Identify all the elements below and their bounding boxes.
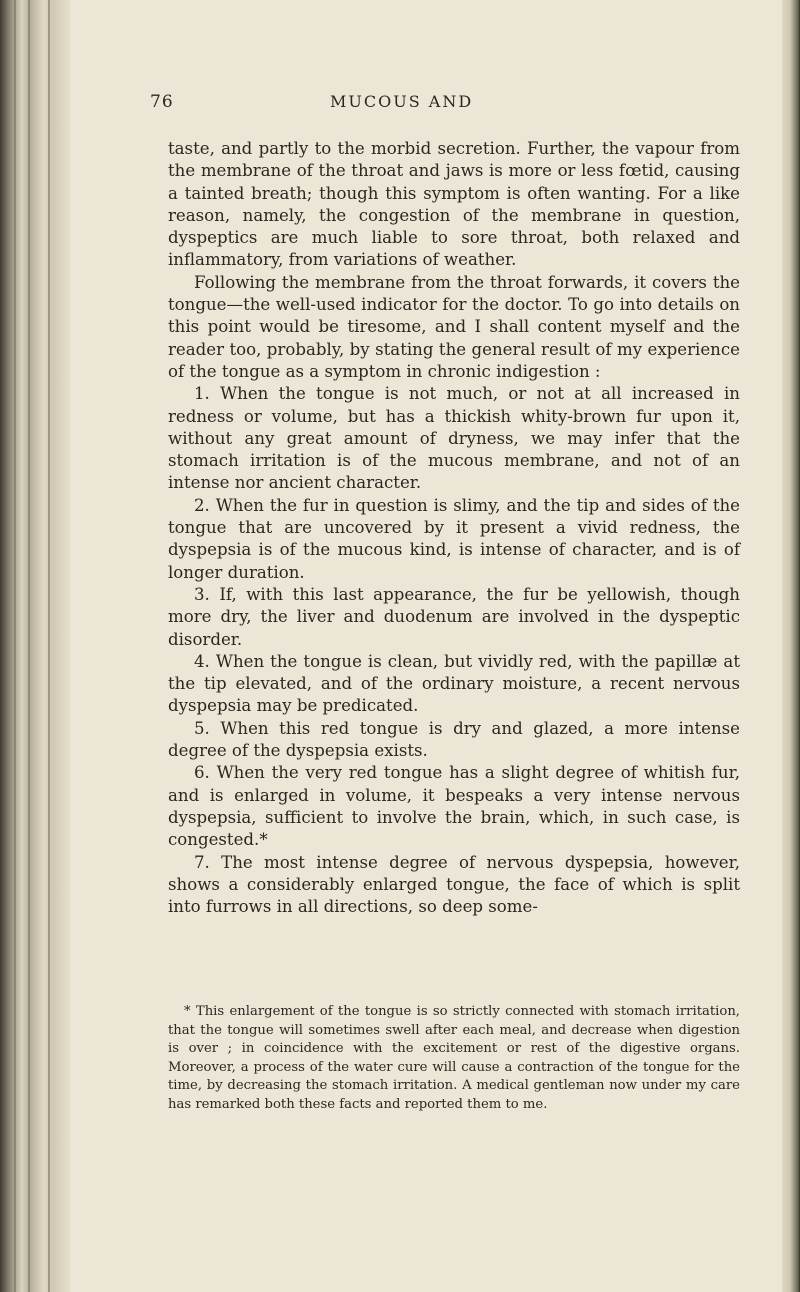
gutter-line	[48, 0, 50, 1292]
book-page	[70, 0, 782, 1292]
paragraph: taste, and partly to the morbid secretion. Further, the vapour from the membrane of the throat and jaws is more or less fœtid, causing a tainted breath; though this symptom is often wanting. For a like reason, namely, the congestion of the membrane in question, dyspeptics are much liable to sore throat, both relaxed and inflammatory, from variations of weather.	[168, 139, 740, 270]
page-header	[70, 92, 782, 122]
footnote	[168, 1003, 740, 1114]
gutter-line	[28, 0, 30, 1292]
paragraph: Following the membrane from the throat forwards, it covers the tongue—the well-used indicator for the doctor. To go into details on this point would be tiresome, and I shall content myself and the reader too, probably, by stating the general result of my experience of the tongue as a symptom in chronic indigestion :	[168, 272, 740, 381]
running-title: MUCOUS AND	[330, 92, 474, 111]
page-number: 76	[150, 92, 174, 112]
list-item: 6. When the very red tongue has a slight degree of whitish fur, and is enlarged in volume, it bespeaks a very intense nervous dyspepsia, sufficient to involve the brain, which, in such case, is congested.*	[168, 763, 740, 850]
list-item: 2. When the fur in question is slimy, and the tip and sides of the tongue that are uncovered by it present a vivid redness, the dyspepsia is of the mucous kind, is intense of character, and is of longer duration.	[168, 495, 740, 582]
list-item: 7. The most intense degree of nervous dyspepsia, however, shows a considerably enlarged tongue, the face of which is split into furrows in all directions, so deep some-	[168, 852, 740, 917]
page-edge	[782, 0, 800, 1292]
list-item: 1. When the tongue is not much, or not at all increased in redness or volume, but has a thickish whity-brown fur upon it, without any great amount of dryness, we may infer that the stomach irritation is of the mucous membrane, and not of an intense nor ancient character.	[168, 384, 740, 493]
footnote-text: * This enlargement of the tongue is so strictly connected with stomach irritation, that the tongue will sometimes swell after each meal, and decrease when digestion is over ; in coincidence with the excitement or rest of the digestive organs. Moreover, a process of the water cure will cause a contraction of the tongue for the time, by decreasing the stomach irritation. A medical gentleman now under my care has remarked both these facts and reported them to me.	[168, 1004, 740, 1112]
book-gutter	[0, 0, 70, 1292]
list-item: 3. If, with this last appearance, the fur be yellowish, though more dry, the liver and duodenum are involved in the dyspeptic disorder.	[168, 584, 740, 649]
body-text	[168, 138, 740, 918]
list-item: 4. When the tongue is clean, but vividly red, with the papillæ at the tip elevated, and of the ordinary moisture, a recent nervous dyspepsia may be predicated.	[168, 651, 740, 716]
gutter-line	[14, 0, 16, 1292]
list-item: 5. When this red tongue is dry and glazed, a more intense degree of the dyspepsia exists.	[168, 718, 740, 761]
